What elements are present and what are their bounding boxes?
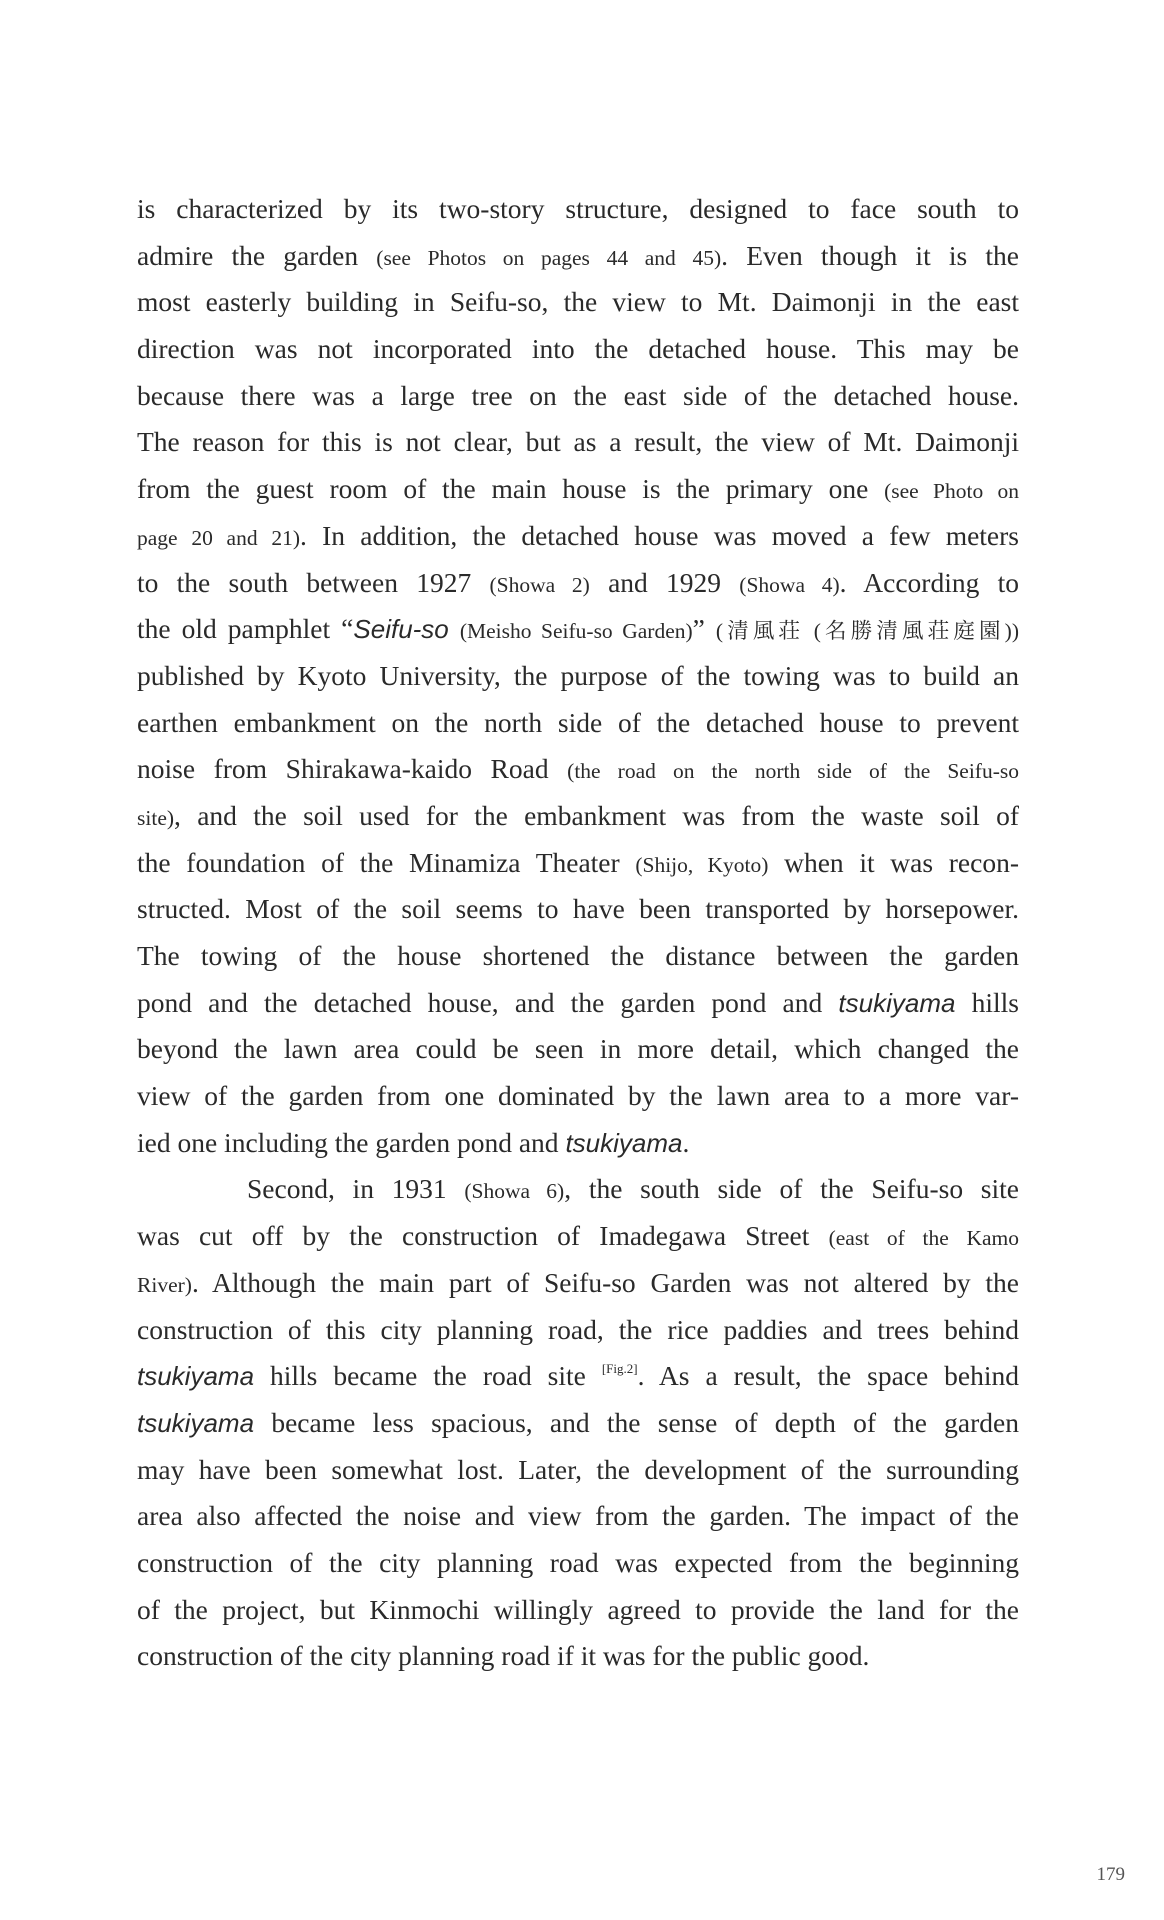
text-line — [137, 186, 1019, 233]
text-run: beyond the lawn area could be seen in more detail, which changed the — [137, 1033, 1019, 1065]
text-line — [137, 466, 1019, 513]
text-run: Second, in 1931 — [247, 1173, 465, 1205]
page-number: 179 — [1096, 1864, 1125, 1885]
text-line — [137, 1587, 1019, 1634]
text-line — [137, 1540, 1019, 1587]
text-line — [137, 560, 1019, 607]
text-run: to the south between 1927 — [137, 566, 490, 598]
text-run: (see Photo on — [884, 479, 1019, 504]
text-run: hills — [955, 986, 1019, 1018]
text-run: ied one including the garden pond and — [137, 1126, 566, 1158]
text-run: . — [682, 1126, 690, 1158]
text-line — [137, 700, 1019, 747]
text-line — [137, 1353, 1019, 1400]
text-run: . In addition, the detached house was moved a few meters — [300, 519, 1019, 551]
text-run: River) — [137, 1272, 192, 1297]
text-run: pond and the detached house, and the garden pond and — [137, 986, 839, 1018]
text-run: view of the garden from one dominated by the lawn area to a more var- — [137, 1080, 1019, 1112]
text-run: was cut off by the construction of Imadegawa Street — [137, 1220, 829, 1252]
text-run: construction of the city planning road was expected from the beginning — [137, 1546, 1019, 1578]
text-run: (Meisho Seifu-so Garden) — [459, 619, 693, 644]
text-line — [137, 326, 1019, 373]
text-run: (see Photos on pages 44 and 45) — [376, 245, 722, 270]
text-run: (the road on the north side of the Seifu-so — [567, 759, 1019, 784]
text-line — [137, 279, 1019, 326]
text-run: . As a result, the space behind — [637, 1360, 1019, 1392]
text-run: area also affected the noise and view from the garden. The impact of the — [137, 1500, 1019, 1532]
text-line — [137, 1120, 1019, 1167]
text-line — [137, 1633, 1019, 1680]
text-run: noise from Shirakawa-kaido Road — [137, 753, 568, 785]
text-line — [137, 1073, 1019, 1120]
body-text — [137, 186, 1019, 1680]
text-run: . According to — [839, 566, 1019, 598]
text-line — [137, 886, 1019, 933]
text-run: site) — [137, 805, 175, 830]
text-run: (Showa 4) — [739, 572, 840, 597]
text-run: because there was a large tree on the east side of the detached house. — [137, 379, 1019, 411]
text-line — [137, 1026, 1019, 1073]
text-run: the foundation of the Minamiza Theater — [137, 846, 636, 878]
text-run: construction of the city planning road if it was for the public good. — [137, 1640, 870, 1672]
text-line — [137, 1213, 1019, 1260]
text-run: structed. Most of the soil seems to have been transported by horsepower. — [137, 893, 1019, 925]
text-run: page 20 and 21) — [137, 525, 301, 550]
text-run: when it was recon- — [768, 846, 1019, 878]
figure-reference: [Fig.2] — [601, 1361, 638, 1377]
text-line — [137, 513, 1019, 560]
text-run: earthen embankment on the north side of the detached house to prevent — [137, 706, 1019, 738]
text-line — [137, 1166, 1019, 1213]
text-line — [137, 746, 1019, 793]
italic-term: tsukiyama — [565, 1127, 683, 1158]
text-line — [137, 373, 1019, 420]
italic-term: tsukiyama — [838, 987, 956, 1018]
text-run: (east of the Kamo — [828, 1226, 1019, 1251]
text-run: and 1929 — [589, 566, 740, 598]
text-run: . Although the main part of Seifu-so Garden was not altered by the — [191, 1266, 1019, 1298]
text-run: became less spacious, and the sense of depth of the garden — [254, 1406, 1019, 1438]
text-line — [137, 1260, 1019, 1307]
text-line — [137, 606, 1019, 653]
text-run: is characterized by its two-story structure, designed to face south to — [137, 193, 1019, 224]
text-line — [137, 1447, 1019, 1494]
text-run: the old pamphlet “ — [137, 613, 354, 645]
text-line — [137, 1400, 1019, 1447]
italic-term: tsukiyama — [137, 1361, 255, 1392]
text-run: (清風荘 (名勝清風荘庭園)) — [715, 619, 1019, 644]
text-run: from the guest room of the main house is the primary one — [137, 473, 885, 505]
italic-term: Seifu-so — [353, 614, 449, 645]
text-run: (Shijo, Kyoto) — [635, 852, 769, 877]
text-line — [137, 1493, 1019, 1540]
text-run: direction was not incorporated into the detached house. This may be — [137, 333, 1019, 365]
text-run: The towing of the house shortened the distance between the garden — [137, 940, 1019, 971]
text-run: (Showa 6) — [464, 1179, 565, 1204]
text-line — [137, 980, 1019, 1027]
text-line — [137, 653, 1019, 700]
text-line — [137, 933, 1019, 980]
text-run: may have been somewhat lost. Later, the development of the surrounding — [137, 1453, 1019, 1485]
text-run: hills became the road site — [254, 1360, 602, 1392]
text-run: published by Kyoto University, the purpose of the towing was to build an — [137, 659, 1019, 691]
text-run: . Even though it is the — [721, 239, 1019, 271]
italic-term: tsukiyama — [137, 1407, 255, 1438]
text-run: , and the soil used for the embankment was from the waste soil of — [174, 799, 1019, 831]
text-line — [137, 419, 1019, 466]
text-run: most easterly building in Seifu-so, the view to Mt. Daimonji in the east — [137, 286, 1019, 318]
text-line — [137, 1307, 1019, 1354]
text-line — [137, 233, 1019, 280]
text-run: ” — [692, 613, 716, 645]
text-run — [449, 613, 460, 644]
text-run: (Showa 2) — [489, 572, 590, 597]
text-run: admire the garden — [137, 239, 377, 271]
text-run: , the south side of the Seifu-so site — [564, 1173, 1019, 1205]
text-line — [137, 793, 1019, 840]
text-run: construction of this city planning road, the rice paddies and trees behind — [137, 1313, 1019, 1345]
text-line — [137, 840, 1019, 887]
text-run: The reason for this is not clear, but as a result, the view of Mt. Daimonji — [137, 426, 1019, 458]
text-run: of the project, but Kinmochi willingly agreed to provide the land for the — [137, 1593, 1019, 1625]
